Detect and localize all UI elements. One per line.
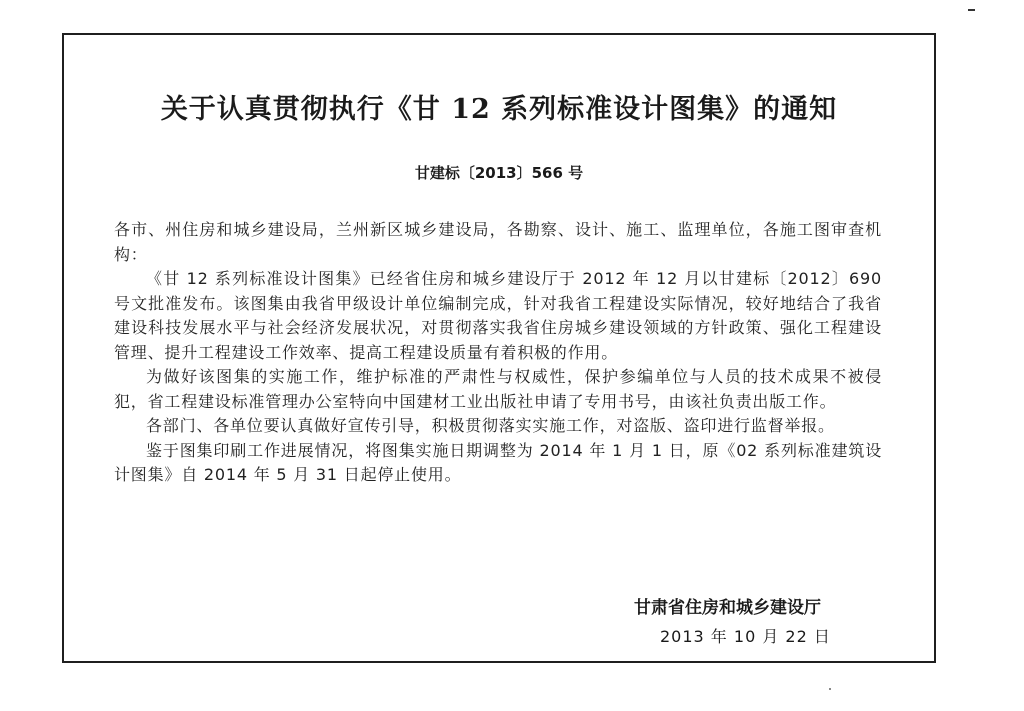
paragraph-1: 《甘 12 系列标准设计图集》已经省住房和城乡建设厅于 2012 年 12 月以甘建标〔2012〕690 号文批准发布。该图集由我省甲级设计单位编制完成，针对我省工程建设实际情况，较好地结合了我省建设科技发展水平与社会经济发展状况，对贯彻落实我省住房城乡建设领域的方针政策、强化工程建设管理、提升工程建设工作效率、提高工程建设质量有着积极的作用。: [114, 269, 882, 362]
document-frame: [62, 33, 936, 663]
document-number: 甘建标〔2013〕566 号: [414, 164, 584, 182]
corner-mark: [968, 9, 975, 11]
issuer-signature: 甘肃省住房和城乡建设厅: [634, 598, 821, 618]
issue-date: 2013 年 10 月 22 日: [660, 627, 831, 646]
paragraph-4: 鉴于图集印刷工作进展情况，将图集实施日期调整为 2014 年 1 月 1 日，原《02 系列标准建筑设计图集》自 2014 年 5 月 31 日起停止使用。: [114, 440, 882, 484]
paragraph-2: 为做好该图集的实施工作，维护标准的严肃性与权威性，保护参编单位与人员的技术成果不被侵犯，省工程建设标准管理办公室特向中国建材工业出版社申请了专用书号，由该社负责出版工作。: [114, 367, 882, 411]
scan-speck: [829, 688, 831, 690]
document-body: [114, 218, 882, 488]
paragraph-3: 各部门、各单位要认真做好宣传引导，积极贯彻落实实施工作，对盗版、盗印进行监督举报。: [146, 416, 835, 435]
addressee: 各市、州住房和城乡建设局，兰州新区城乡建设局，各勘察、设计、施工、监理单位，各施工图审查机构：: [114, 220, 882, 264]
document-title: 关于认真贯彻执行《甘 12 系列标准设计图集》的通知: [160, 94, 838, 125]
